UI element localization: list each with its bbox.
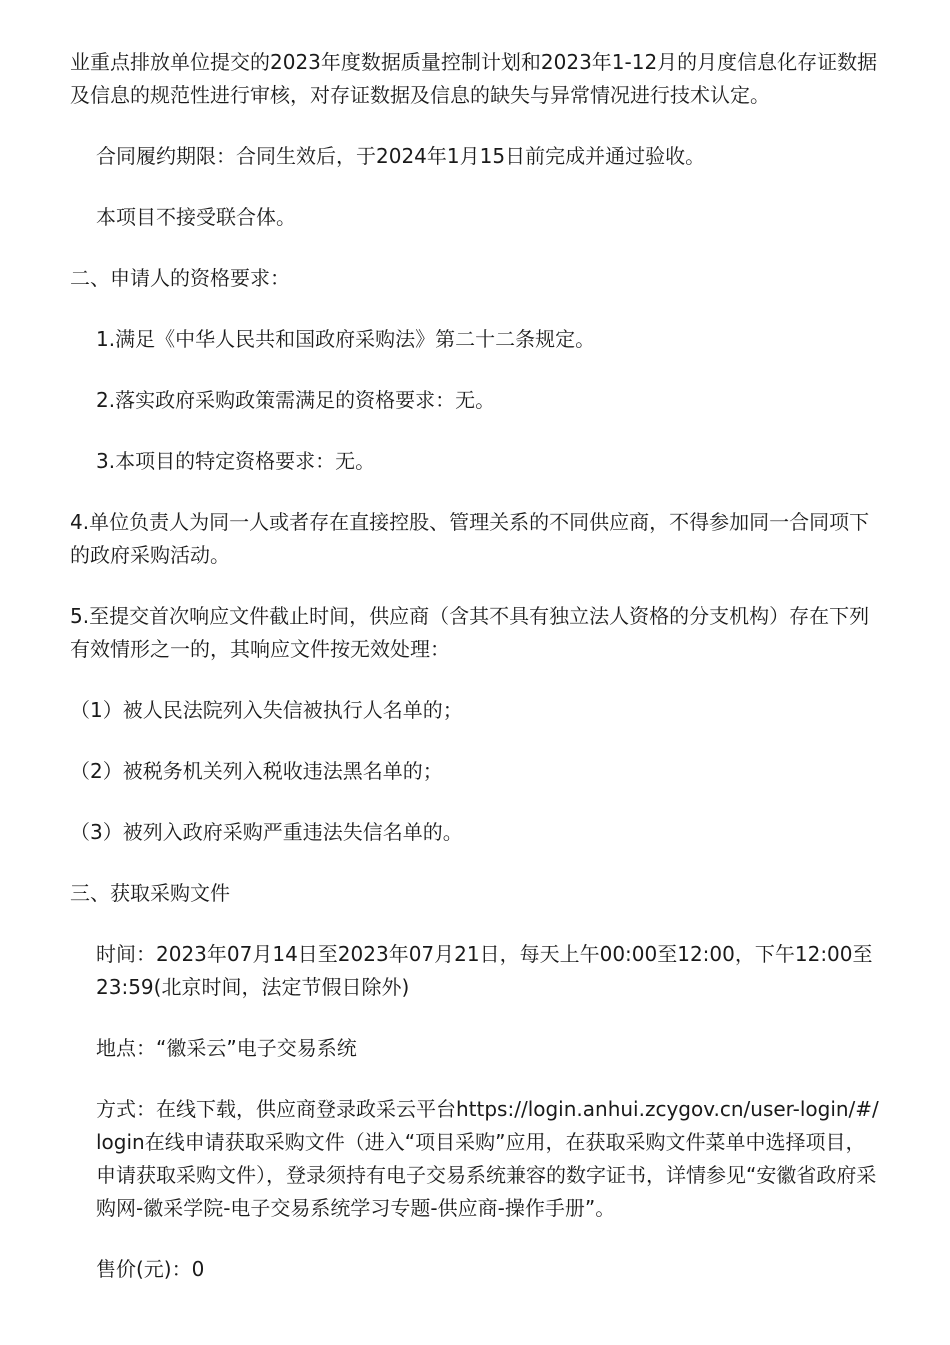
paragraph-place: 地点：“徽采云”电子交易系统 (96, 1036, 357, 1060)
paragraph-price: 售价(元)：0 (96, 1257, 205, 1281)
sub-item-2: （2）被税务机关列入税收违法黑名单的； (70, 759, 443, 783)
requirement-5: 5.至提交首次响应文件截止时间，供应商（含其不具有独立法人资格的分支机构）存在下列有效情形之一的，其响应文件按无效处理： (70, 604, 870, 661)
section-title-obtain-documents: 三、获取采购文件 (70, 881, 230, 905)
paragraph-scope: 业重点排放单位提交的2023年度数据质量控制计划和2023年1-12月的月度信息化存证数据及信息的规范性进行审核，对存证数据及信息的缺失与异常情况进行技术认定。 (70, 50, 878, 107)
paragraph-method: 方式：在线下载，供应商登录政采云平台https://login.anhui.zcygov.cn/user-login/#/login在线申请获取采购文件（进入“项目采购”应用，在获取采购文件菜单中选择项目，申请获取采购文件），登录须持有电子交易系统兼容的数字证书，详情参见“安徽省政府采购网-徽采学院-电子交易系统学习专题-供应商-操作手册”。 (96, 1097, 879, 1220)
requirement-1: 1.满足《中华人民共和国政府采购法》第二十二条规定。 (96, 327, 596, 351)
paragraph-time: 时间：2023年07月14日至2023年07月21日，每天上午00:00至12:00，下午12:00至23:59(北京时间，法定节假日除外) (96, 942, 873, 999)
document-body (70, 46, 882, 1314)
requirement-4: 4.单位负责人为同一人或者存在直接控股、管理关系的不同供应商，不得参加同一合同项下的政府采购活动。 (70, 510, 870, 567)
section-title-qualifications: 二、申请人的资格要求： (70, 266, 290, 290)
requirement-2: 2.落实政府采购政策需满足的资格要求：无。 (96, 388, 496, 412)
requirement-3: 3.本项目的特定资格要求：无。 (96, 449, 376, 473)
paragraph-no-consortium: 本项目不接受联合体。 (96, 205, 296, 229)
paragraph-contract-period: 合同履约期限：合同生效后，于2024年1月15日前完成并通过验收。 (96, 144, 706, 168)
sub-item-3: （3）被列入政府采购严重违法失信名单的。 (70, 820, 463, 844)
sub-item-1: （1）被人民法院列入失信被执行人名单的； (70, 698, 463, 722)
